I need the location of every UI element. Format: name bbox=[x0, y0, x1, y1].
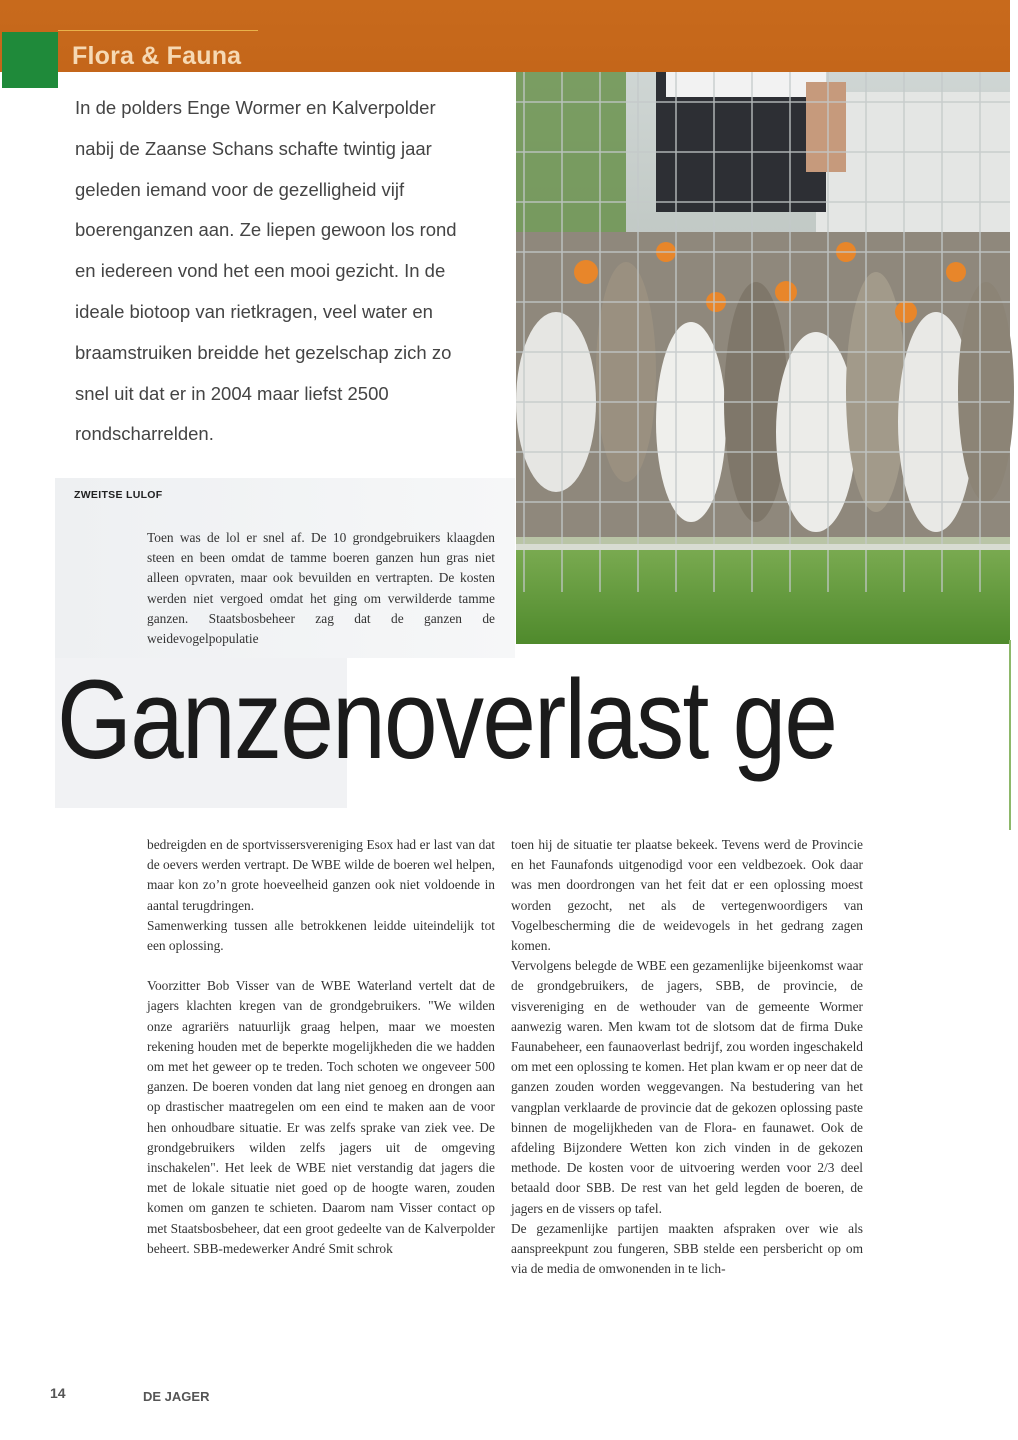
author-byline: ZWEITSE LULOF bbox=[74, 489, 163, 501]
body-paragraph: toen hij de situatie ter plaatse bekeek. Tevens werd de Provincie en het Faunafonds uitgenodigd voor een veldbezoek. Ook daar was men doordrongen van het feit dat er een oplossing moest worden gezocht, net als de vertegenwoordigers van Vogelbescherming die de weidevogels in het gedrang zagen komen. bbox=[511, 837, 863, 954]
intro-line: braamstruiken breidde het gezelschap zich zo bbox=[75, 341, 452, 363]
body-paragraph: Samenwerking tussen alle betrokkenen leidde uiteindelijk tot een oplossing. bbox=[147, 917, 495, 954]
magazine-name: DE JAGER bbox=[143, 1389, 210, 1404]
section-color-marker bbox=[2, 32, 58, 88]
page-edge-rule bbox=[1009, 640, 1011, 830]
body-paragraph: bedreigden en de sportvissersvereniging Esox had er last van dat de oevers werden vertrapt. De WBE wilde de boeren wel helpen, maar kon zo’n grote hoeveelheid ganzen ook niet voldoende in aantal terugdringen. bbox=[147, 837, 495, 913]
intro-line: geleden iemand voor de gezelligheid vijf bbox=[75, 178, 405, 200]
intro-line: boerenganzen aan. Ze liepen gewoon los rond bbox=[75, 219, 457, 241]
intro-lead bbox=[75, 88, 495, 455]
header-rule bbox=[58, 30, 258, 31]
body-intro-column bbox=[147, 528, 495, 649]
page-number: 14 bbox=[50, 1385, 66, 1401]
intro-line: nabij de Zaanse Schans schafte twintig jaar bbox=[75, 137, 432, 159]
intro-line: ideale biotoop van rietkragen, veel water en bbox=[75, 300, 433, 322]
article-headline: Ganzenoverlast ge bbox=[57, 657, 837, 782]
intro-line: In de polders Enge Wormer en Kalverpolder bbox=[75, 97, 436, 118]
body-column-left bbox=[147, 835, 495, 1259]
body-paragraph: De gezamenlijke partijen maakten afspraken over wie als aanspreekpunt zou fungeren, SBB stelde een persbericht op om via de media de omwonenden in te lich- bbox=[511, 1220, 863, 1277]
body-paragraph: Vervolgens belegde de WBE een gezamenlijke bijeenkomst waar de grondgebruikers, de jagers, SBB, de provincie, de visvereniging en de wethouder van de gemeente Wormer aanwezig waren. Men kwam tot de slotsom dat de firma Duke Faunabeheer, een faunaoverlast bedrijf, zou worden ingeschakeld om met een oplossing te komen. Het plan kwam er op neer dat de ganzen zouden worden weggevangen. Na bestudering van het vangplan verklaarde de provincie dat de gekozen oplossing paste binnen de mogelijkheden van de Flora- en faunawet. Ook de afdeling Bijzondere Wetten kon zich vinden in de gekozen methode. De kosten voor de uitvoering werden voor 2/3 deel betaald door SBB. De rest van het geld legden de boeren, de jagers en de vissers op tafel. bbox=[511, 958, 863, 1216]
intro-line: en iedereen vond het een mooi gezicht. In de bbox=[75, 260, 446, 282]
body-paragraph: Toen was de lol er snel af. De 10 grondgebruikers klaagden steen en been omdat de tamme boeren ganzen hun gras niet alleen opvraten, maar ook bevuilden en vertrapten. De kosten werden niet vergoed omdat het ging om verwilderde tamme ganzen. Staatsbosbeheer zag dat de ganzen de weidevogelpopulatie bbox=[147, 530, 495, 647]
intro-line: snel uit dat er in 2004 maar liefst 2500 bbox=[75, 382, 389, 404]
geese-behind-fence-image bbox=[516, 72, 1010, 644]
body-paragraph: Voorzitter Bob Visser van de WBE Waterland vertelt dat de jagers klachten kregen van de grondgebruikers. "We wilden onze agrariërs natuurlijk graag helpen, maar we moesten rekening houden met de beperkte mogelijkheden die we hadden om met het geweer op te treden. Toch schoten we ongeveer 500 ganzen. De boeren vonden dat lang niet genoeg en drongen aan op drastischer maatregelen om een eind te maken aan de voor hen onhoudbare situatie. Er was zelfs sprake van ziek vee. De grondgebruikers wilden zelfs jagers uit de omgeving inschakelen". Het leek de WBE niet verstandig dat jagers die met de lokale situatie niet goed op de hoogte waren, zouden komen om ganzen te schieten. Daarom nam Visser contact op met Staatsbosbeheer, dat een groot gedeelte van de Kalverpolder beheert. SBB-medewerker André Smit schrok bbox=[147, 978, 495, 1256]
intro-line: rondscharrelden. bbox=[75, 423, 214, 445]
geese-photo bbox=[516, 72, 1010, 644]
geese-flock bbox=[516, 232, 1014, 542]
section-title: Flora & Fauna bbox=[72, 42, 242, 70]
body-column-right bbox=[511, 835, 863, 1279]
